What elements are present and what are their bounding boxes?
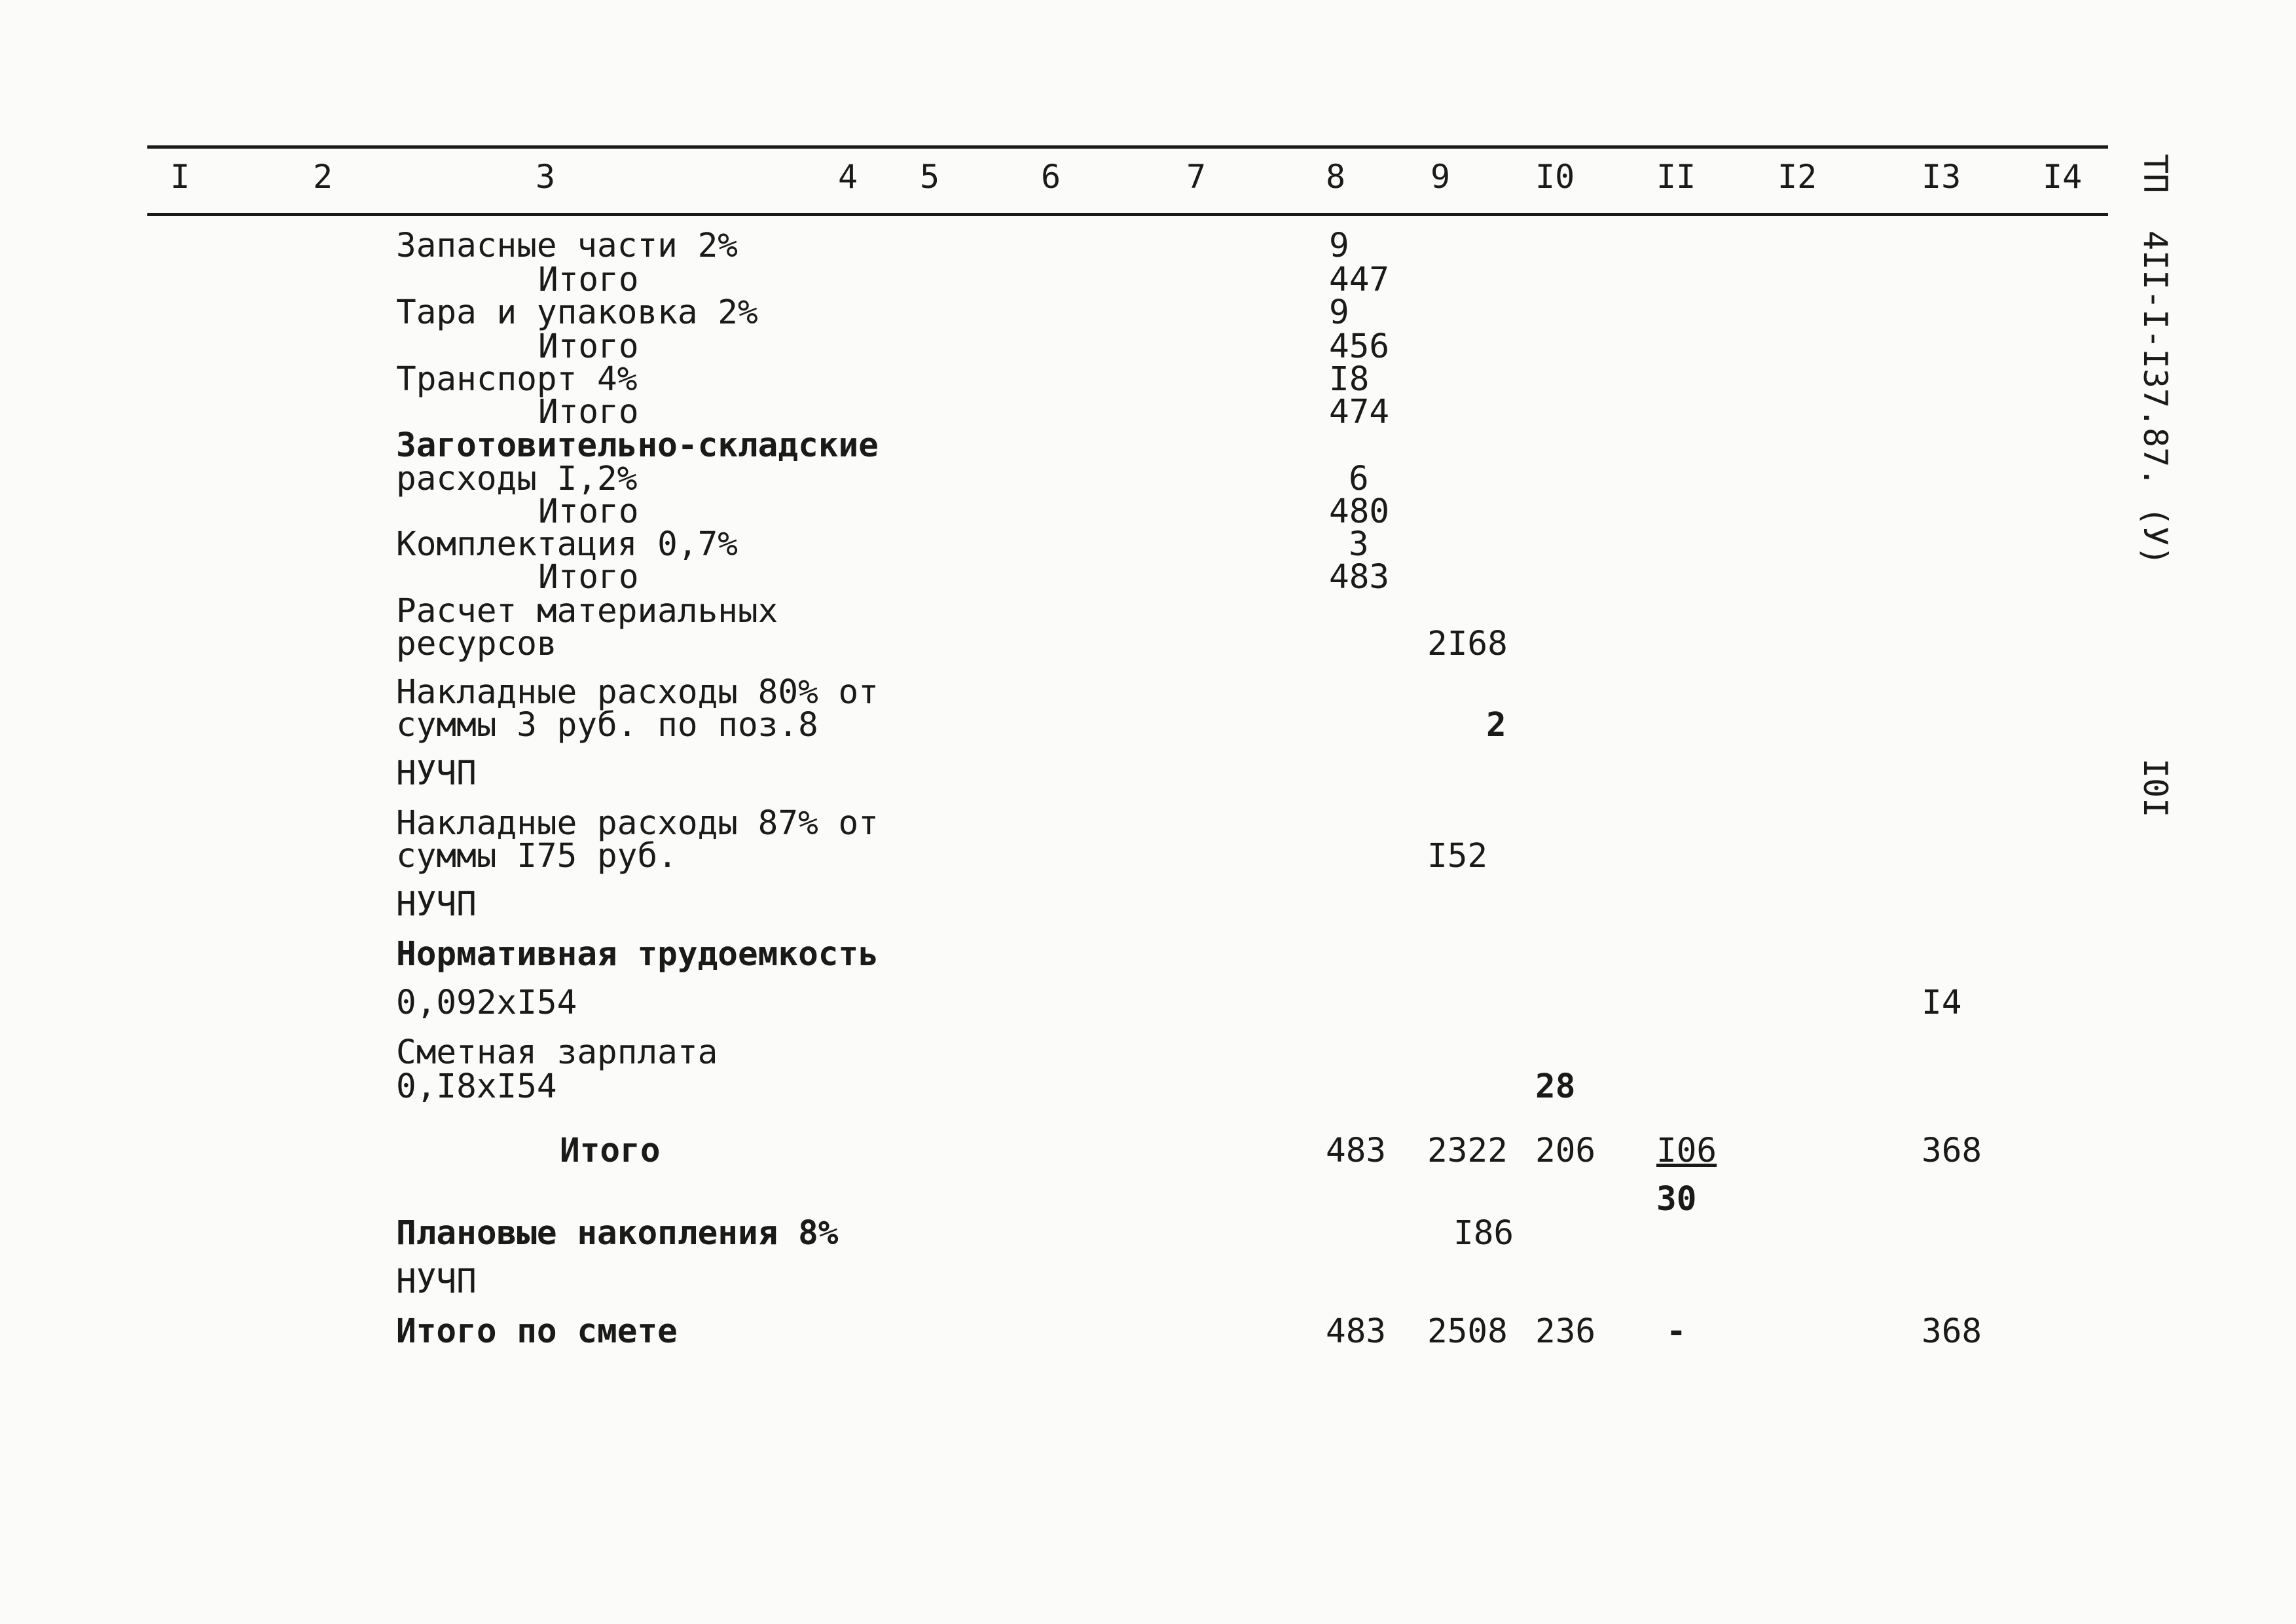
row-label: расходы I,2%: [396, 460, 638, 498]
table-top-rule: [147, 145, 2108, 149]
row-label: Плановые накопления 8%: [396, 1214, 839, 1253]
row-label: Тара и упаковка 2%: [396, 293, 758, 332]
row-label: 0,092xI54: [396, 984, 577, 1022]
col-header-3: 3: [536, 158, 556, 196]
cell-col8: 483: [1326, 1312, 1387, 1351]
col-header-7: 7: [1186, 158, 1207, 196]
cell-col9: I52: [1427, 837, 1488, 876]
row-label: Нормативная трудоемкость: [396, 935, 879, 974]
cell-col8: 483: [1329, 558, 1390, 597]
side-page-number: I0I: [2136, 758, 2174, 818]
row-label: ресурсов: [396, 625, 557, 663]
cell-col8: 474: [1329, 393, 1390, 432]
row-label: Заготовительно-складские: [396, 426, 879, 465]
col-header-13: I3: [1922, 158, 1961, 196]
row-label: суммы 3 руб. по поз.8: [396, 706, 818, 745]
cell-col8: 447: [1329, 261, 1390, 299]
cell-col9: 2508: [1427, 1312, 1508, 1351]
col-header-4: 4: [838, 158, 858, 196]
cell-col8: I8: [1329, 360, 1370, 399]
row-label-total: Итого: [560, 1132, 661, 1170]
row-label-subtotal: Итого: [538, 261, 639, 299]
cell-col10: 206: [1535, 1132, 1596, 1170]
row-label: Накладные расходы 80% от: [396, 673, 879, 712]
cell-col11: -: [1666, 1312, 1686, 1351]
cell-col13: I4: [1922, 984, 1962, 1022]
cell-col8: 480: [1329, 492, 1390, 531]
col-header-10: I0: [1535, 158, 1575, 196]
table-header-rule: [147, 213, 2108, 216]
row-label-subtotal: Итого: [538, 327, 639, 366]
cell-col9: 2: [1486, 706, 1506, 745]
cell-col8: 9: [1329, 227, 1349, 265]
col-header-2: 2: [313, 158, 333, 196]
col-header-5: 5: [920, 158, 940, 196]
side-tp-label: ТП: [2136, 154, 2174, 194]
col-header-8: 8: [1326, 158, 1346, 196]
row-label-subtotal: Итого: [538, 558, 639, 597]
side-doc-code: 4II-I-I37.87. (У): [2136, 231, 2174, 566]
row-label: НУЧП: [396, 885, 477, 924]
col-header-9: 9: [1430, 158, 1451, 196]
cell-col10: 28: [1535, 1067, 1576, 1106]
row-label-grand-total: Итого по смете: [396, 1312, 678, 1351]
row-label: НУЧП: [396, 1263, 477, 1301]
col-header-12: I2: [1777, 158, 1817, 196]
col-header-1: I: [170, 158, 191, 196]
cell-col8: 456: [1329, 327, 1390, 366]
cell-col8: 6: [1349, 460, 1369, 498]
cell-col9: I86: [1453, 1214, 1514, 1253]
cell-col13: 368: [1922, 1312, 1982, 1351]
cell-col8: 9: [1329, 293, 1349, 332]
col-header-6: 6: [1041, 158, 1061, 196]
cell-col10: 236: [1535, 1312, 1596, 1351]
row-label-subtotal: Итого: [538, 393, 639, 432]
row-label-subtotal: Итого: [538, 492, 639, 531]
row-label: НУЧП: [396, 754, 477, 793]
row-label: 0,I8xI54: [396, 1067, 557, 1106]
cell-col8: 483: [1326, 1132, 1387, 1170]
col-header-14: I4: [2043, 158, 2083, 196]
row-label: Сметная зарплата: [396, 1033, 718, 1072]
col-header-11: II: [1656, 158, 1696, 196]
row-label: Расчет материальных: [396, 592, 778, 631]
cell-col9: 2I68: [1427, 625, 1508, 663]
cell-col9: 2322: [1427, 1132, 1508, 1170]
cell-col13: 368: [1922, 1132, 1982, 1170]
cell-col11-denominator: 30: [1656, 1180, 1697, 1219]
row-label: Запасные части 2%: [396, 227, 738, 265]
row-label: Комплектация 0,7%: [396, 525, 738, 564]
row-label: Накладные расходы 87% от: [396, 804, 879, 843]
cell-col11-numerator: I06: [1656, 1132, 1717, 1170]
row-label: суммы I75 руб.: [396, 837, 678, 876]
cell-col8: 3: [1349, 525, 1369, 564]
row-label: Транспорт 4%: [396, 360, 638, 399]
